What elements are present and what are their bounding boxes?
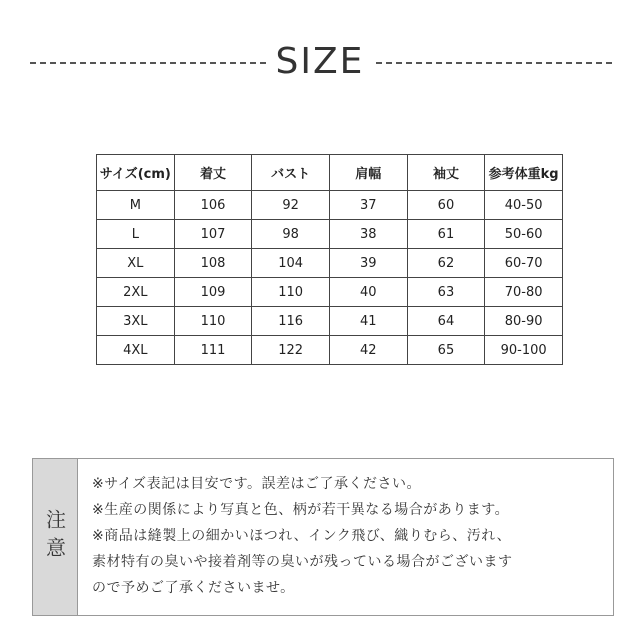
notice-label: 注意 (42, 509, 67, 565)
table-cell: 98 (252, 220, 330, 249)
header-bust: バスト (252, 155, 330, 191)
table-cell: 63 (407, 278, 485, 307)
table-cell: 90-100 (485, 336, 563, 365)
notice-label-panel (33, 459, 78, 615)
table-cell: 3XL (97, 307, 175, 336)
title-right-divider (376, 62, 612, 64)
table-row (97, 336, 563, 365)
table-cell: 38 (329, 220, 407, 249)
notice-line: ので予めご了承くださいませ。 (92, 580, 295, 596)
notice-line: ※生産の関係により写真と色、柄が若干異なる場合があります。 (92, 502, 510, 518)
table-cell: 122 (252, 336, 330, 365)
table-cell: 41 (329, 307, 407, 336)
table-cell: 116 (252, 307, 330, 336)
notice-line: ※サイズ表記は目安です。誤差はご了承ください。 (92, 476, 421, 492)
notice-line: ※商品は縫製上の細かいほつれ、インク飛び、織りむら、汚れ、 (92, 528, 512, 544)
notice-body (78, 459, 613, 615)
title-row (0, 38, 640, 86)
table-row (97, 278, 563, 307)
page-title: SIZE (275, 41, 365, 82)
table-cell: 108 (174, 249, 252, 278)
table-cell: 61 (407, 220, 485, 249)
table-cell: 60-70 (485, 249, 563, 278)
table-cell: 62 (407, 249, 485, 278)
table-cell: 70-80 (485, 278, 563, 307)
table-cell: 42 (329, 336, 407, 365)
table-cell: 60 (407, 191, 485, 220)
header-sleeve: 袖丈 (407, 155, 485, 191)
table-cell: 111 (174, 336, 252, 365)
table-cell: M (97, 191, 175, 220)
table-row (97, 307, 563, 336)
table-cell: 107 (174, 220, 252, 249)
header-weight: 参考体重kg (485, 155, 563, 191)
table-header-row (97, 155, 563, 191)
header-length: 着丈 (174, 155, 252, 191)
table-cell: 104 (252, 249, 330, 278)
table-row (97, 191, 563, 220)
table-row (97, 249, 563, 278)
title-left-divider (30, 62, 266, 64)
notice-line: 素材特有の臭いや接着剤等の臭いが残っている場合がございます (92, 554, 513, 570)
header-shoulder: 肩幅 (329, 155, 407, 191)
table-cell: 80-90 (485, 307, 563, 336)
table-cell: 106 (174, 191, 252, 220)
table-cell: 37 (329, 191, 407, 220)
table-cell: 110 (174, 307, 252, 336)
table-cell: 64 (407, 307, 485, 336)
table-cell: 4XL (97, 336, 175, 365)
size-table (96, 154, 563, 365)
header-size: サイズ(cm) (97, 155, 175, 191)
table-cell: 40 (329, 278, 407, 307)
table-cell: L (97, 220, 175, 249)
table-cell: XL (97, 249, 175, 278)
table-cell: 39 (329, 249, 407, 278)
table-cell: 65 (407, 336, 485, 365)
table-cell: 50-60 (485, 220, 563, 249)
notice-box (32, 458, 614, 616)
table-row (97, 220, 563, 249)
table-cell: 40-50 (485, 191, 563, 220)
table-cell: 109 (174, 278, 252, 307)
table-cell: 110 (252, 278, 330, 307)
table-cell: 2XL (97, 278, 175, 307)
table-cell: 92 (252, 191, 330, 220)
